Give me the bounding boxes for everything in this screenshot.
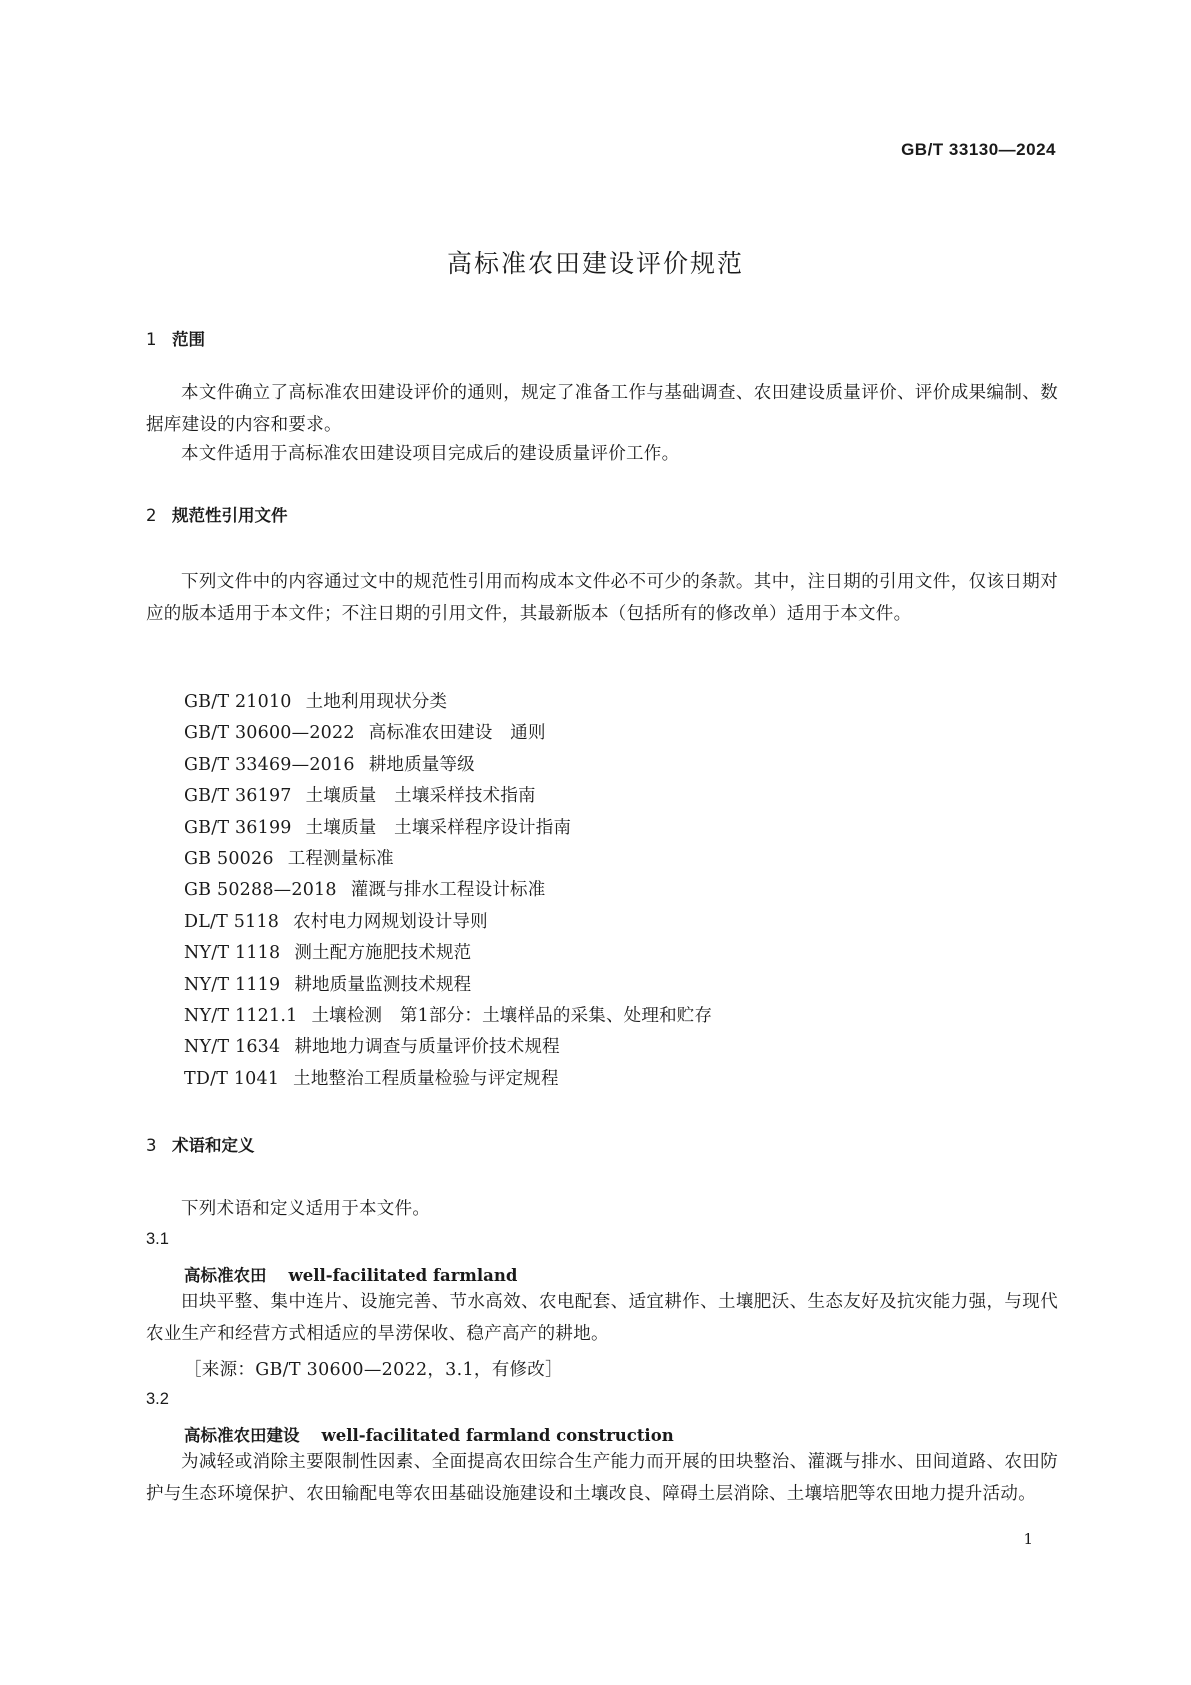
term-chinese: 高标准农田 — [184, 1266, 267, 1285]
reference-item — [184, 970, 712, 1001]
term-number: 3.2 — [146, 1390, 169, 1408]
reference-item — [184, 781, 712, 812]
reference-code: DL/T 5118 — [184, 911, 280, 932]
reference-item — [184, 938, 712, 969]
reference-title: 土地整治工程质量检验与评定规程 — [293, 1068, 559, 1089]
reference-item — [184, 687, 712, 718]
term-english: well-facilitated farmland — [288, 1266, 518, 1285]
section-title: 范围 — [172, 330, 205, 349]
reference-code: GB/T 36199 — [184, 817, 292, 838]
reference-title: 高标准农田建设 通则 — [368, 723, 546, 744]
scope-paragraph-1: 本文件确立了高标准农田建设评价的通则，规定了准备工作与基础调查、农田建设质量评价、评价成果编制、数据库建设的内容和要求。 — [146, 383, 1058, 435]
term-definition: 为减轻或消除主要限制性因素、全面提高农田综合生产能力而开展的田块整治、灌溉与排水、田间道路、农田防护与生态环境保护、农田输配电等农田基础设施建设和土壤改良、障碍土层消除、土壤培肥等农田地力提升活动。 — [146, 1452, 1058, 1504]
reference-title: 测土配方施肥技术规范 — [294, 943, 472, 964]
reference-code: GB/T 33469—2016 — [184, 754, 355, 775]
reference-item — [184, 750, 712, 781]
reference-code: GB 50288—2018 — [184, 880, 337, 901]
reference-list — [184, 687, 712, 1095]
reference-title: 土壤质量 土壤采样程序设计指南 — [305, 817, 572, 838]
reference-title: 耕地质量监测技术规程 — [294, 974, 472, 995]
section-number: 3 — [146, 1136, 157, 1155]
reference-code: NY/T 1121.1 — [184, 1006, 298, 1027]
term-number: 3.1 — [146, 1230, 169, 1248]
reference-code: NY/T 1634 — [184, 1037, 281, 1058]
scope-paragraph-2: 本文件适用于高标准农田建设项目完成后的建设质量评价工作。 — [181, 444, 680, 464]
reference-item — [184, 813, 712, 844]
reference-code: GB/T 21010 — [184, 692, 292, 712]
reference-title: 耕地质量等级 — [368, 754, 475, 775]
term-heading — [184, 1262, 517, 1286]
term-definition: 田块平整、集中连片、设施完善、节水高效、农电配套、适宜耕作、土壤肥沃、生态友好及抗灾能力强，与现代农业生产和经营方式相适应的旱涝保收、稳产高产的耕地。 — [146, 1292, 1058, 1344]
section-title: 规范性引用文件 — [172, 506, 288, 525]
reference-code: NY/T 1118 — [184, 943, 281, 964]
section-number: 2 — [146, 506, 157, 525]
reference-code: GB 50026 — [184, 849, 274, 870]
reference-item — [184, 907, 712, 938]
section-heading-references — [146, 502, 288, 526]
reference-item — [184, 844, 712, 875]
document-title: 高标准农田建设评价规范 — [446, 249, 744, 278]
references-intro: 下列文件中的内容通过文中的规范性引用而构成本文件必不可少的条款。其中，注日期的引用文件，仅该日期对应的版本适用于本文件；不注日期的引用文件，其最新版本（包括所有的修改单）适用于本文件。 — [146, 572, 1058, 624]
reference-code: GB/T 36197 — [184, 786, 292, 807]
reference-code: TD/T 1041 — [184, 1068, 280, 1089]
reference-title: 农村电力网规划设计导则 — [293, 911, 488, 932]
reference-item — [184, 1064, 712, 1095]
reference-item — [184, 1001, 712, 1032]
reference-code: NY/T 1119 — [184, 974, 281, 995]
section-number: 1 — [146, 330, 157, 349]
reference-title: 土壤质量 土壤采样技术指南 — [305, 786, 536, 807]
reference-code: GB/T 30600—2022 — [184, 723, 355, 744]
section-title: 术语和定义 — [172, 1136, 255, 1155]
reference-item — [184, 718, 712, 749]
reference-title: 耕地地力调查与质量评价技术规程 — [294, 1037, 560, 1058]
reference-title: 灌溉与排水工程设计标准 — [350, 880, 546, 901]
terms-intro: 下列术语和定义适用于本文件。 — [181, 1199, 431, 1219]
term-chinese: 高标准农田建设 — [184, 1426, 300, 1445]
term-heading — [184, 1422, 674, 1446]
reference-title: 土壤检测 第1部分：土壤样品的采集、处理和贮存 — [311, 1006, 713, 1027]
reference-title: 土地利用现状分类 — [305, 692, 448, 712]
reference-title: 工程测量标准 — [287, 849, 394, 870]
section-heading-terms — [146, 1132, 255, 1156]
section-heading-scope — [146, 326, 205, 350]
reference-item — [184, 875, 712, 906]
term-source: ［来源：GB/T 30600—2022，3.1，有修改］ — [184, 1360, 563, 1380]
page-number: 1 — [1023, 1530, 1033, 1548]
term-english: well-facilitated farmland construction — [321, 1426, 674, 1445]
standard-code: GB/T 33130—2024 — [901, 140, 1056, 159]
reference-item — [184, 1032, 712, 1063]
